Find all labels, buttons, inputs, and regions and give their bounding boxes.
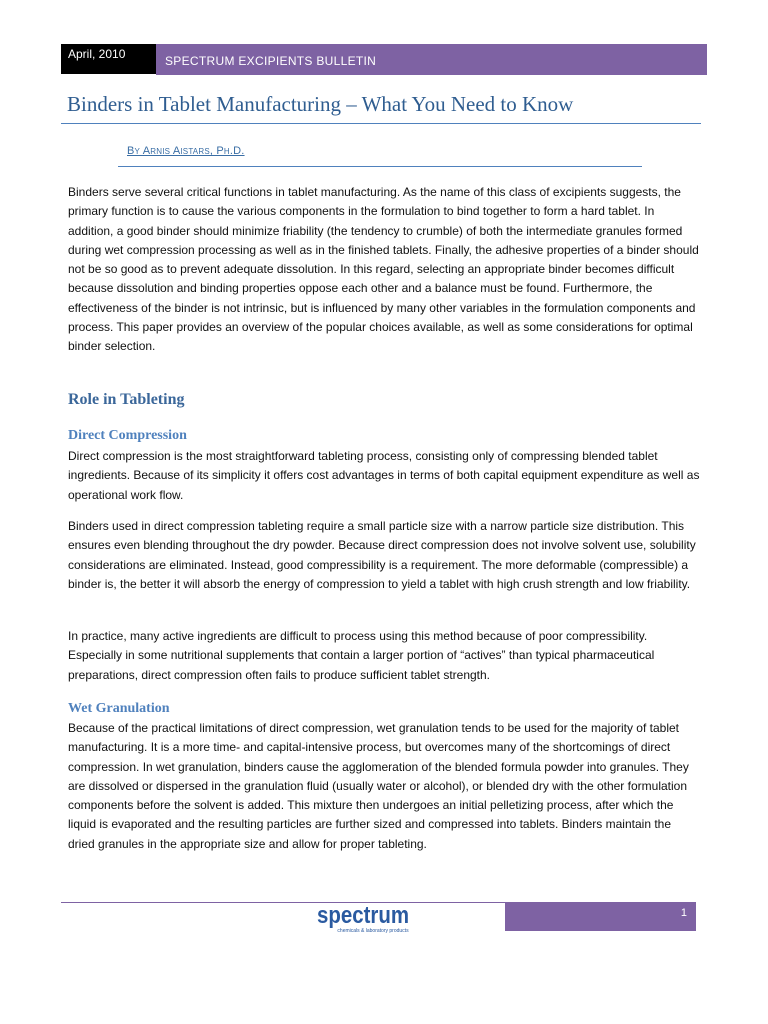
direct-compression-paragraph-2: Binders used in direct compression tableting require a small particle size with a narrow particle size distribution. This ensures even blending throughout the dry powder. Because direct compression does not involve solvent use, solubility considerations are eliminated. Instead, good compressibility is a requirement. The more deformable (compressible) a binder is, the better it will absorb the energy of compression to yield a tablet with high crush strength and low friability.	[68, 519, 696, 591]
page-number: 1	[680, 907, 687, 919]
intro-paragraph: Binders serve several critical functions in tablet manufacturing. As the name of this class of excipients suggests, the primary function is to cause the various components in the formulation to bind together to form a hard tablet. In addition, a good binder should minimize friability (the tendency to crumble) of both the intermediate granules formed during wet compression processing as well as in the finished tablets. Finally, the adhesive properties of a binder should not be so good as to prevent adequate dissolution. In this regard, selecting an appropriate binder becomes difficult because dissolution and binding properties oppose each other and a balance must be found. Furthermore, the effectiveness of the binder is not intrinsic, but is influenced by many other variables in the formulation components and process. This paper provides an overview of the popular choices available, as well as some considerations for optimal binder selection.	[68, 185, 699, 354]
byline-divider	[118, 166, 642, 167]
footer-bar	[505, 902, 696, 931]
logo-tagline: chemicals & laboratory products	[337, 928, 409, 934]
title-divider	[61, 123, 701, 124]
section-heading-role: Role in Tableting	[68, 391, 185, 408]
direct-compression-paragraph-1: Direct compression is the most straightforward tableting process, consisting only of compressing blended tablet ingredients. Because of its simplicity it offers cost advantages in terms of both capital equipment expenditure as well as operational work flow.	[68, 449, 700, 502]
author-byline: By Arnis Aistars, Ph.D.	[127, 145, 245, 157]
subheading-direct-compression: Direct Compression	[68, 428, 187, 443]
issue-date: April, 2010	[61, 44, 156, 74]
footer-divider	[61, 902, 505, 903]
article-title: Binders in Tablet Manufacturing – What You Need to Know	[67, 92, 574, 116]
spectrum-logo	[313, 901, 413, 935]
logo-wordmark: spectrum	[317, 902, 409, 929]
direct-compression-paragraph-3: In practice, many active ingredients are difficult to process using this method because of poor compressibility. Especially in some nutritional supplements that contain a larger portion of “actives” than typical pharmaceutical preparations, direct compression often fails to produce sufficient tablet strength.	[68, 629, 655, 682]
bulletin-title-bar: SPECTRUM EXCIPIENTS BULLETIN	[156, 44, 707, 75]
wet-granulation-paragraph: Because of the practical limitations of direct compression, wet granulation tends to be used for the majority of tablet manufacturing. It is a more time- and capital-intensive process, but overcomes many of the shortcomings of direct compression. In wet granulation, binders cause the agglomeration of the blended formula powder into granules. They are dissolved or dispersed in the granulation fluid (usually water or alcohol), or blended dry with the other formulation components before the solvent is added. This mixture then undergoes an initial pelletizing process, after which the liquid is evaporated and the resulting particles are further sized and compressed into tablets. Binders maintain the dried granules in the appropriate size and allow for proper tableting.	[68, 721, 689, 851]
subheading-wet-granulation: Wet Granulation	[68, 701, 170, 716]
